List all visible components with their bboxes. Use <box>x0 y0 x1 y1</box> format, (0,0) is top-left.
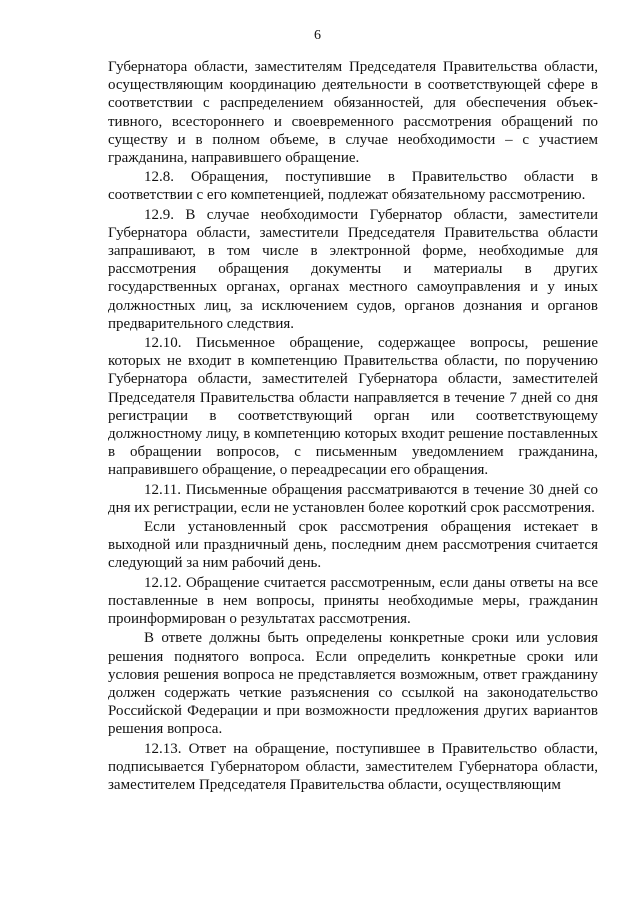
paragraph-12-12-answer-requirements: В ответе должны быть определены конкретные сроки или условия решения поднятого вопроса. Если определить конкретные сроки или условия решения вопроса не представляется возможным, ответ гражданину должен содержать четкие разъяснения со ссылкой на законодательство Российской Федерации и при возможности предложения других вариантов решения вопроса. <box>108 630 598 738</box>
page-number: 6 <box>314 28 321 43</box>
paragraph-12-9: 12.9. В случае необходимости Губернатор области, заместители Губернатора области, заместители Председателя Правительства области запрашивают, в том числе в электронной форме, необходимые для рассмотрения обращения документы и материалы в других государственных органах, органах местного самоуправления и у иных должностных лиц, за исключением судов, органов дознания и органов предварительного следствия. <box>108 206 598 332</box>
paragraph-12-8: 12.8. Обращения, поступившие в Правительство области в соответствии с его компетенцией, подлежат обязательному рассмотрению. <box>108 169 598 204</box>
paragraph-12-12: 12.12. Обращение считается рассмотренным, если даны ответы на все поставленные в нем вопросы, приняты необходимые меры, гражданин проинформирован о результатах рассмотрения. <box>108 574 598 628</box>
paragraph-12-11-deadline-note: Если установленный срок рассмотрения обращения истекает в выходной или праздничный день, последним днем рассмотрения считается следующий за ним рабочий день. <box>108 519 598 572</box>
paragraph-continuation: Губернатора области, заместителям Председателя Правительства области, осуществляющим координацию деятельности в соответствующей сфере в соответствии с распределением обязанностей, для обеспечения объек-тивного, всестороннего и своевременного рассмотрения обращений по существу и в полном объеме, в случае необходимости – с участием гражданина, направившего обращение. <box>108 59 598 167</box>
paragraph-12-11: 12.11. Письменные обращения рассматриваются в течение 30 дней со дня их регистрации, если не установлен более короткий срок рассмотрения. <box>108 481 598 516</box>
document-body <box>108 58 598 795</box>
paragraph-12-13: 12.13. Ответ на обращение, поступившее в Правительство области, подписывается Губернатором области, заместителем Губернатора области, заместителем Председателя Правительства области, осуществляющим <box>108 740 598 793</box>
paragraph-12-10: 12.10. Письменное обращение, содержащее вопросы, решение которых не входит в компетенцию Правительства области, по поручению Губернатора области, заместителей Губернатора области, заместителей Председателя Правительства области направляется в течение 7 дней со дня регистрации в соответствующий орган или соответствующему должностному лицу, в компетенцию которых входит решение поставленных в обращении вопросов, с письменным уведомлением гражданина, направившего обращение, о переадресации его обращения. <box>108 335 598 479</box>
